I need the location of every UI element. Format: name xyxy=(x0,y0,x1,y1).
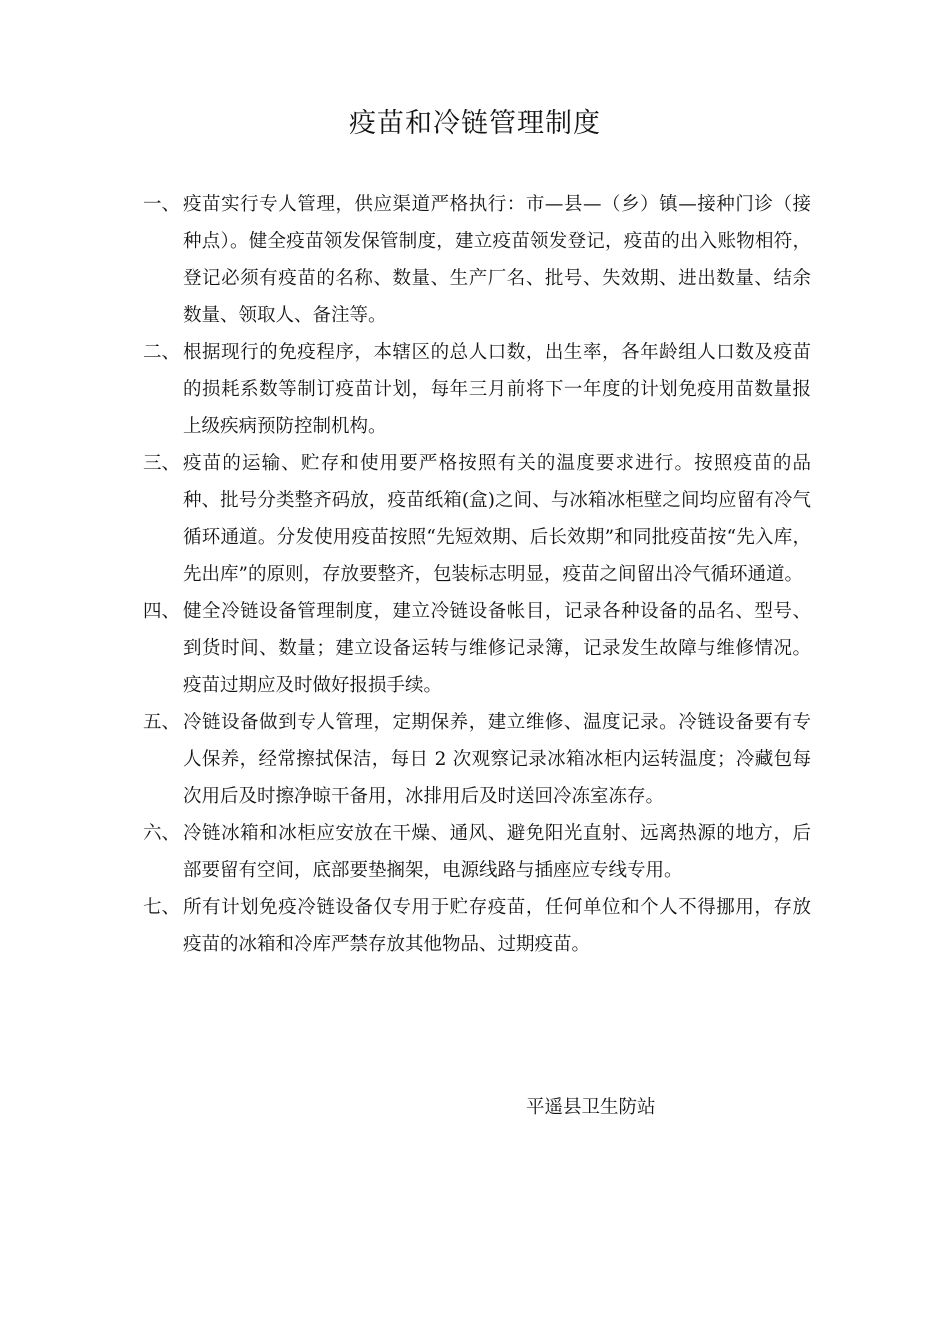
clause-text: 冷链冰箱和冰柜应安放在干燥、通风、避免阳光直射、远离热源的地方，后部要留有空间，底部要垫搁架，电源线路与插座应专线专用。 xyxy=(183,823,811,881)
clause-text: 所有计划免疫冷链设备仅专用于贮存疫苗，任何单位和个人不得挪用，存放疫苗的冰箱和冷库严禁存放其他物品、过期疫苗。 xyxy=(183,897,811,955)
clause-number: 四、 xyxy=(143,601,181,622)
clause-text: 根据现行的免疫程序，本辖区的总人口数，出生率，各年龄组人口数及疫苗的损耗系数等制订疫苗计划，每年三月前将下一年度的计划免疫用苗数量报上级疾病预防控制机构。 xyxy=(183,342,811,437)
clause-number: 六、 xyxy=(143,823,181,844)
clause-number: 三、 xyxy=(143,453,181,474)
clause-text: 疫苗实行专人管理，供应渠道严格执行：市—县—（乡）镇—接种门诊（接种点）。健全疫苗领发保管制度，建立疫苗领发登记，疫苗的出入账物相符，登记必须有疫苗的名称、数量、生产厂名、批号、失效期、进出数量、结余数量、领取人、备注等。 xyxy=(183,194,811,326)
document-title: 疫苗和冷链管理制度 xyxy=(349,108,601,139)
clause-number: 七、 xyxy=(143,897,181,918)
clause-item xyxy=(143,186,811,334)
clause-item xyxy=(143,704,811,815)
clause-item xyxy=(143,889,811,963)
clause-number: 一、 xyxy=(143,194,181,215)
clause-item xyxy=(143,815,811,889)
clause-list xyxy=(143,186,811,963)
issuer-signature: 平遥县卫生防站 xyxy=(526,1097,656,1118)
clause-item xyxy=(143,593,811,704)
clause-text: 疫苗的运输、贮存和使用要严格按照有关的温度要求进行。按照疫苗的品种、批号分类整齐码放，疫苗纸箱(盒)之间、与冰箱冰柜壁之间均应留有冷气循环通道。分发使用疫苗按照“先短效期、后长效期”和同批疫苗按“先入库，先出库”的原则，存放要整齐，包装标志明显，疫苗之间留出冷气循环通道。 xyxy=(183,453,811,585)
clause-item xyxy=(143,445,811,593)
clause-number: 二、 xyxy=(143,342,181,363)
clause-text: 健全冷链设备管理制度，建立冷链设备帐目，记录各种设备的品名、型号、到货时间、数量；建立设备运转与维修记录簿，记录发生故障与维修情况。疫苗过期应及时做好报损手续。 xyxy=(183,601,811,696)
clause-item xyxy=(143,334,811,445)
clause-text: 冷链设备做到专人管理，定期保养，建立维修、温度记录。冷链设备要有专人保养，经常擦拭保洁，每日 2 次观察记录冰箱冰柜内运转温度；冷藏包每次用后及时擦净晾干备用，冰排用后及时送回冷冻室冻存。 xyxy=(183,712,811,807)
clause-number: 五、 xyxy=(143,712,181,733)
